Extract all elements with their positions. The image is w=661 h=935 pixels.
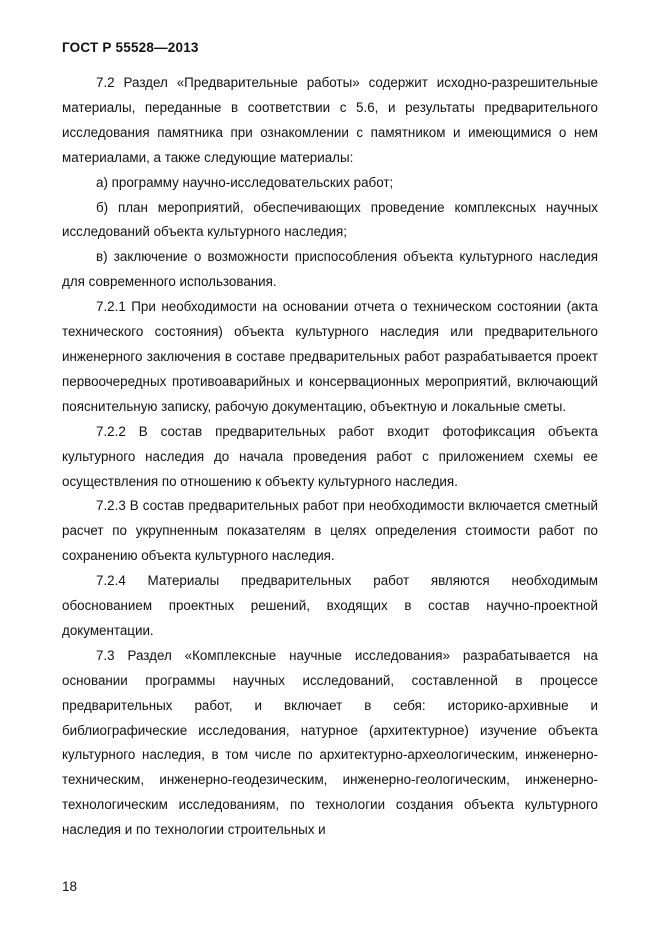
paragraph-7-2-4: 7.2.4 Материалы предварительных работ являются необходимым обоснованием проектных решений, входящих в состав научно-проектной документации.	[62, 573, 598, 638]
document-body	[62, 71, 598, 843]
paragraph-7-2: 7.2 Раздел «Предварительные работы» содержит исходно-разрешительные материалы, переданные в соответствии с 5.6, и результаты предварительного исследования памятника при ознакомлении с памятником и имеющимися о нем материалами, а также следующие материалы:	[62, 75, 598, 165]
paragraph-7-3: 7.3 Раздел «Комплексные научные исследования» разрабатывается на основании программы научных исследований, составленной в процессе предварительных работ, и включает в себя: историко-архивные и библиографические исследования, натурное (архитектурное) изучение объекта культурного наследия, в том числе по архитектурно-археологическим, инженерно-техническим, инженерно-геодезическим, инженерно-геологическим, инженерно-технологическим исследованиям, по технологии создания объекта культурного наследия и по технологии строительных и	[62, 647, 598, 838]
list-item-b: б) план мероприятий, обеспечивающих проведение комплексных научных исследований объекта культурного наследия;	[62, 199, 598, 240]
list-item-a: а) программу научно-исследовательских работ;	[96, 174, 394, 190]
paragraph-7-2-3: 7.2.3 В состав предварительных работ при необходимости включается сметный расчет по укрупненным показателям в целях определения стоимости работ по сохранению объекта культурного наследия.	[62, 498, 598, 564]
list-item-v: в) заключение о возможности приспособления объекта культурного наследия для современного использования.	[62, 249, 598, 290]
document-code-header: ГОСТ Р 55528—2013	[62, 40, 199, 55]
paragraph-7-2-2: 7.2.2 В состав предварительных работ входит фотофиксация объекта культурного наследия до начала проведения работ с приложением схемы ее осуществления по отношению к объекту культурного наследия.	[62, 423, 598, 489]
paragraph-7-2-1: 7.2.1 При необходимости на основании отчета о техническом состоянии (акта технического состояния) объекта культурного наследия или предварительного инженерного заключения в составе предварительных работ разрабатывается проект первоочередных противоаварийных и консервационных мероприятий, включающий пояснительную записку, рабочую документацию, объектную и локальные сметы.	[62, 299, 598, 414]
page-number: 18	[62, 879, 78, 894]
